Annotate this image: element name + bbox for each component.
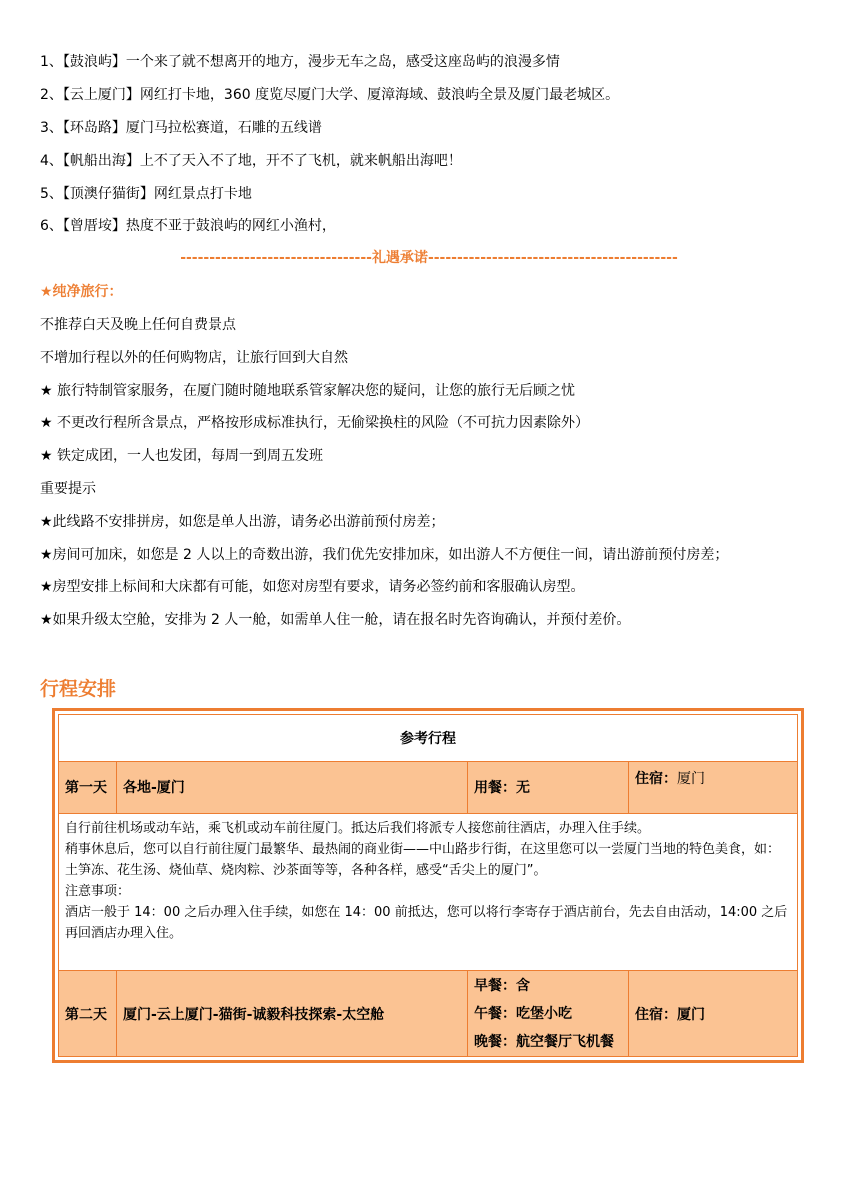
divider-label: 礼遇承诺 bbox=[371, 250, 428, 266]
promise-heading: ★纯净旅行： bbox=[40, 284, 123, 300]
highlight-item: 3、【环岛路】厦门马拉松赛道，石雕的五线谱 bbox=[40, 120, 322, 136]
meal-item: 晚餐：航空餐厅飞机餐 bbox=[474, 1033, 614, 1050]
stay-label: 住宿： bbox=[635, 771, 677, 788]
stay-value: 厦门 bbox=[677, 771, 705, 788]
promise-line: ★房型安排上标间和大床都有可能，如您对房型有要求，请务必签约前和客服确认房型。 bbox=[40, 579, 585, 595]
description-paragraph: 酒店一般于 14：00 之后办理入住手续，如您在 14：00 前抵达，您可以将行李寄存于酒店前台，先去自由活动，14:00 之后再回酒店办理入住。 bbox=[65, 904, 788, 941]
description-paragraph: 注意事项： bbox=[65, 883, 131, 899]
itinerary-table bbox=[52, 708, 804, 1063]
day-meals bbox=[468, 762, 629, 813]
meal-value: 无 bbox=[516, 780, 530, 797]
promise-line: ★此线路不安排拼房，如您是单人出游，请务必出游前预付房差； bbox=[40, 514, 445, 530]
divider-right: ------------------------------------------- bbox=[427, 250, 678, 266]
day-stay bbox=[629, 762, 798, 813]
table-row bbox=[59, 762, 798, 813]
divider-left: --------------------------------- bbox=[180, 250, 372, 266]
day-route: 厦门-云上厦门-猫街-诚毅科技探索-太空舱 bbox=[117, 971, 468, 1057]
important-note-heading: 重要提示 bbox=[40, 481, 96, 497]
day-stay: 住宿：厦门 bbox=[629, 971, 798, 1057]
highlight-item: 6、【曾厝垵】热度不亚于鼓浪屿的网红小渔村， bbox=[40, 218, 336, 234]
description-paragraph: 自行前往机场或动车站，乘飞机或动车前往厦门。抵达后我们将派专人接您前往酒店，办理入住手续。 bbox=[65, 820, 651, 836]
meal-item: 午餐：吃堡小吃 bbox=[474, 1005, 572, 1022]
day-meals bbox=[468, 971, 629, 1057]
promise-line: 不增加行程以外的任何购物店，让旅行回到大自然 bbox=[40, 350, 348, 366]
highlight-item: 2、【云上厦门】网红打卡地，360 度览尽厦门大学、厦漳海域、鼓浪屿全景及厦门最老城区。 bbox=[40, 87, 620, 103]
highlight-item: 5、【顶澳仔猫街】网红景点打卡地 bbox=[40, 186, 252, 202]
promise-line: ★ 旅行特制管家服务，在厦门随时随地联系管家解决您的疑问，让您的旅行无后顾之忧 bbox=[40, 383, 575, 399]
meal-label: 用餐： bbox=[474, 780, 516, 797]
promise-line: ★如果升级太空舱，安排为 2 人一舱，如需单人住一舱，请在报名时先咨询确认，并预付差价。 bbox=[40, 612, 631, 628]
promise-line: 不推荐白天及晚上任何自费景点 bbox=[40, 317, 236, 333]
highlight-item: 4、【帆船出海】上不了天入不了地，开不了飞机，就来帆船出海吧！ bbox=[40, 153, 462, 169]
table-row bbox=[59, 813, 798, 971]
highlight-item: 1、【鼓浪屿】一个来了就不想离开的地方，漫步无车之岛，感受这座岛屿的浪漫多情 bbox=[40, 54, 560, 70]
meal-item: 早餐：含 bbox=[474, 977, 530, 994]
promise-line: ★ 铁定成团，一人也发团，每周一到周五发班 bbox=[40, 448, 323, 464]
table-row bbox=[59, 971, 798, 1057]
day-description bbox=[59, 813, 798, 971]
promise-line: ★房间可加床，如您是 2 人以上的奇数出游，我们优先安排加床，如出游人不方便住一间，请出游前预付房差； bbox=[40, 547, 729, 563]
section-divider bbox=[96, 248, 762, 268]
promise-line: ★ 不更改行程所含景点，严格按形成标准执行，无偷梁换柱的风险（不可抗力因素除外） bbox=[40, 415, 589, 431]
description-paragraph: 稍事休息后，您可以自行前往厦门最繁华、最热闹的商业街——中山路步行街，在这里您可以一尝厦门当地的特色美食，如：土笋冻、花生汤、烧仙草、烧肉粽、沙茶面等等，各种各样，感受“舌尖上的厦门”。 bbox=[65, 841, 781, 878]
day-label: 第一天 bbox=[59, 762, 117, 813]
itinerary-header: 参考行程 bbox=[59, 715, 798, 762]
day-label: 第二天 bbox=[59, 971, 117, 1057]
day-route: 各地-厦门 bbox=[117, 762, 468, 813]
section-title: 行程安排 bbox=[40, 678, 117, 700]
